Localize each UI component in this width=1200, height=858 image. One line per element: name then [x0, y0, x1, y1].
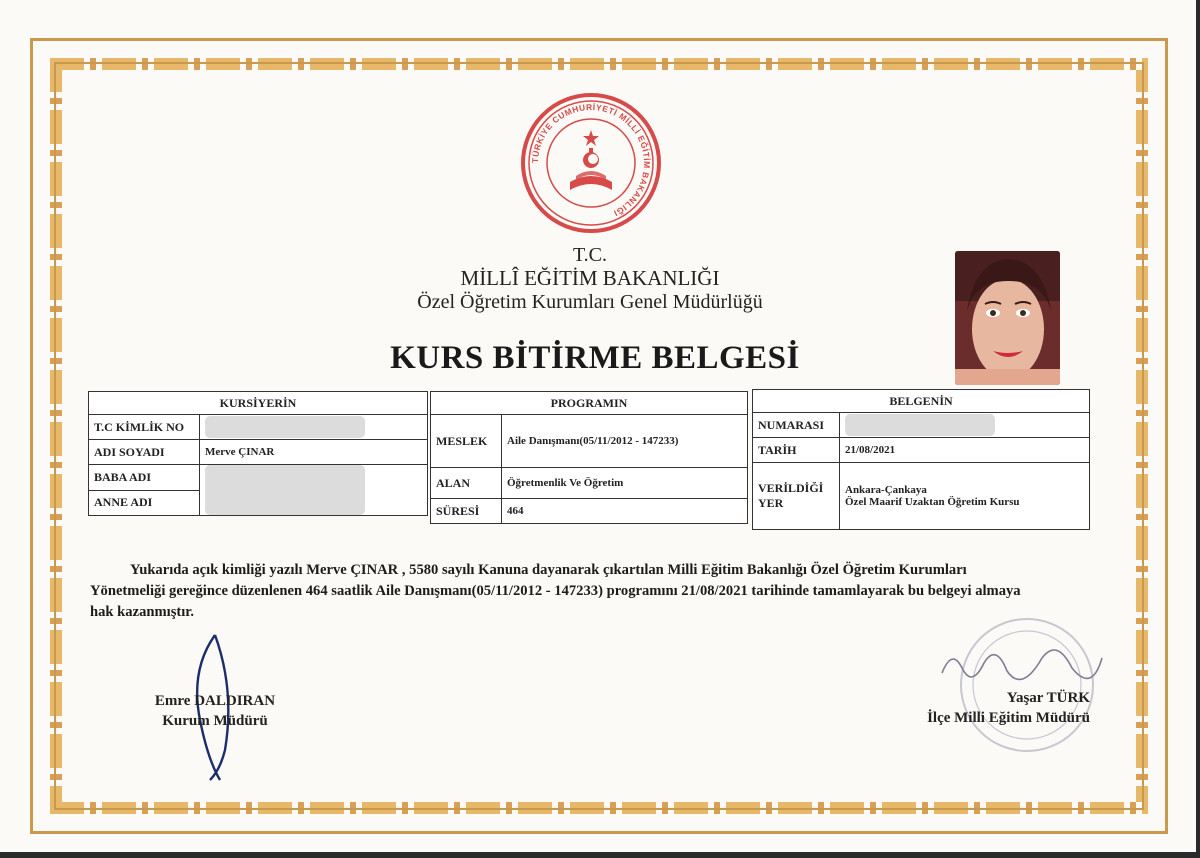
field-label: ALAN	[431, 468, 502, 499]
issued-place-label-line2: YER	[758, 496, 784, 510]
issued-place-label	[753, 463, 840, 530]
certificate-heading: BELGENİN	[753, 390, 1090, 413]
document-title: KURS BİTİRME BELGESİ	[390, 340, 800, 376]
date-value: 21/08/2021	[840, 438, 1090, 463]
full-name-value: Merve ÇINAR	[200, 440, 428, 465]
parents-value	[200, 465, 428, 516]
redacted-field	[205, 465, 365, 515]
program-heading: PROGRAMIN	[431, 392, 748, 415]
field-value: Öğretmenlik Ve Öğretim	[502, 468, 748, 499]
duration-value: 464	[502, 499, 748, 524]
tc-id-label: T.C KİMLİK NO	[89, 415, 200, 440]
program-table	[430, 391, 748, 524]
trainee-table	[88, 391, 428, 516]
ministry-seal-icon	[520, 92, 662, 234]
issued-place-value	[840, 463, 1090, 530]
left-signatory-title: Kurum Müdürü	[162, 713, 268, 729]
certificate-statement: Yukarıda açık kimliği yazılı Merve ÇINAR , 5580 sayılı Kanuna dayanarak çıkartılan Milli Eğitim Bakanlığı Özel Öğretim Kurumları Yönetmeliği gereğince düzenlenen 464 saatlik Aile Danışmanı(05/11/2012 - 147233) programını 21/08/2021 tarihinde tamamlayarak bu belgeyi almaya hak kazanmıştır.	[90, 562, 1021, 620]
duration-label: SÜRESİ	[431, 499, 502, 524]
right-signatory	[850, 688, 1090, 728]
tc-id-value	[200, 415, 428, 440]
left-signatory	[140, 691, 290, 731]
left-signatory-name: Emre DALDIRAN	[154, 693, 276, 709]
issued-place-institution: Özel Maarif Uzaktan Öğretim Kursu	[845, 496, 1020, 508]
mother-name-label: ANNE ADI	[89, 490, 200, 516]
profession-value: Aile Danışmanı(05/11/2012 - 147233)	[502, 415, 748, 468]
header-ministry: MİLLÎ EĞİTİM BAKANLIĞI	[460, 266, 720, 290]
right-signatory-title: İlçe Milli Eğitim Müdürü	[927, 710, 1090, 726]
trainee-heading: KURSİYERİN	[89, 392, 428, 415]
right-signatory-name: Yaşar TÜRK	[1006, 690, 1090, 706]
number-value	[840, 413, 1090, 438]
seal-ring-text: TÜRKİYE CUMHURİYETİ MİLLİ EĞİTİM BAKANLIĞI	[529, 101, 653, 219]
header-country: T.C.	[572, 244, 608, 266]
certificate-table	[752, 389, 1090, 530]
issued-place-label-line1: VERİLDİĞİ	[758, 481, 824, 495]
full-name-label: ADI SOYADI	[89, 440, 200, 465]
father-name-label: BABA ADI	[89, 465, 200, 491]
date-label: TARİH	[753, 438, 840, 463]
issued-place-city: Ankara-Çankaya	[845, 484, 927, 496]
redacted-field	[205, 416, 365, 438]
portrait-photo	[955, 251, 1060, 385]
number-label: NUMARASI	[753, 413, 840, 438]
redacted-field	[845, 414, 995, 436]
header-directorate: Özel Öğretim Kurumları Genel Müdürlüğü	[417, 291, 763, 313]
profession-label: MESLEK	[431, 415, 502, 468]
